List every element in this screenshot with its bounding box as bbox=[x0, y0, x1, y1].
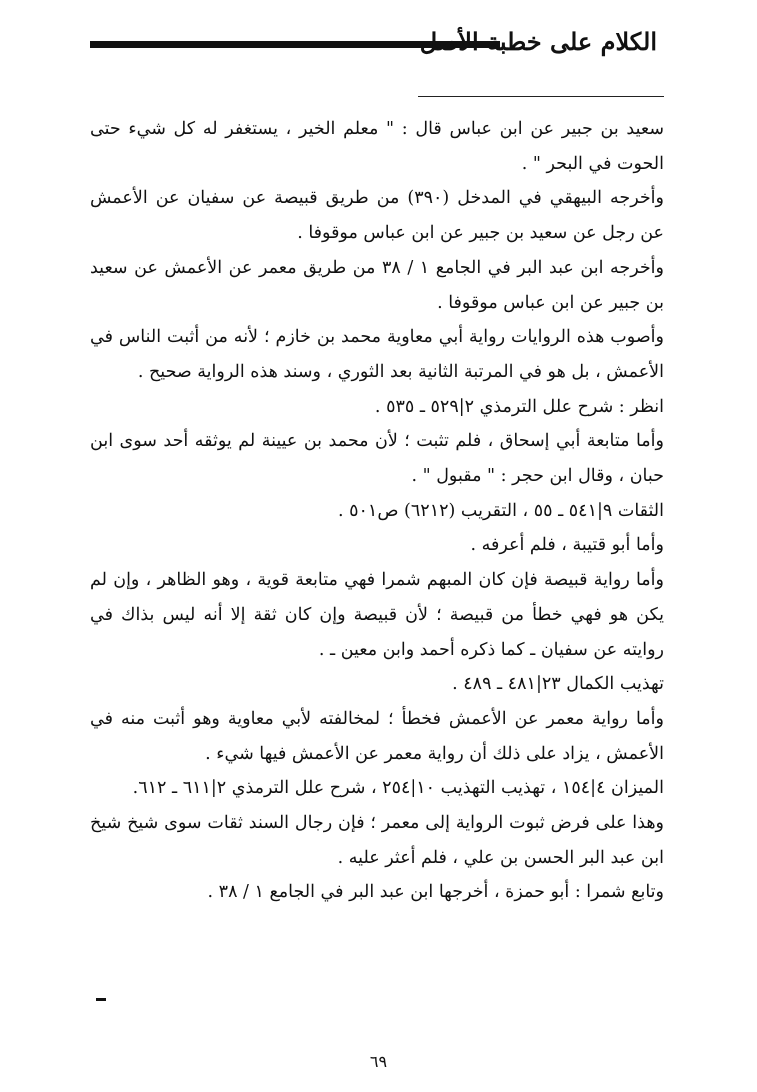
paragraph: الميزان ٤|١٥٤ ، تهذيب التهذيب ١٠|٢٥٤ ، شرح علل الترمذي ٢|٦١١ ـ ٦١٢. bbox=[132, 778, 664, 799]
paragraph: انظر : شرح علل الترمذي ٢|٥٢٩ ـ ٥٣٥ . bbox=[374, 396, 664, 417]
body-text bbox=[90, 112, 664, 910]
paragraph: وأصوب هذه الروايات رواية أبي معاوية محمد بن خازم ؛ لأنه من أثبت الناس في الأعمش ، بل هو في المرتبة الثانية بعد الثوري ، وسند هذه الرواية صحيح . bbox=[90, 327, 664, 382]
paragraph: وأخرجه البيهقي في المدخل (٣٩٠) من طريق قبيصة عن سفيان عن الأعمش عن رجل عن سعيد بن جبير عن ابن عباس موقوفا . bbox=[90, 188, 664, 244]
page-number: ٦٩ bbox=[369, 1052, 388, 1071]
paragraph: وتابع شمرا : أبو حمزة ، أخرجها ابن عبد البر في الجامع ١ / ٣٨ . bbox=[207, 882, 664, 903]
page-title: الكلام على خطبة الأصل bbox=[419, 27, 657, 56]
paragraph: وهذا على فرض ثبوت الرواية إلى معمر ؛ فإن رجال السند ثقات سوى شيخ شيخ ابن عبد البر الحسن بن علي ، فلم أعثر عليه . bbox=[90, 813, 664, 868]
dash-mark bbox=[96, 998, 106, 1001]
paragraph: وأما متابعة أبي إسحاق ، فلم تثبت ؛ لأن محمد بن عيينة لم يوثقه أحد سوى ابن حبان ، وقال ابن حجر : " مقبول " . bbox=[90, 431, 664, 487]
footnote-separator bbox=[418, 96, 664, 97]
paragraph: الثقات ٩|٥٤١ ـ ٥٥ ، التقريب (٦٢١٢) ص٥٠١ . bbox=[337, 500, 664, 521]
paragraph: تهذيب الكمال ٢٣|٤٨١ ـ ٤٨٩ . bbox=[452, 674, 664, 695]
paragraph: سعيد بن جبير عن ابن عباس قال : " معلم الخير ، يستغفر له كل شيء حتى الحوت في البحر " . bbox=[90, 119, 664, 174]
page-header bbox=[90, 22, 657, 62]
paragraph: وأما أبو قتيبة ، فلم أعرفه . bbox=[470, 535, 664, 556]
paragraph: وأخرجه ابن عبد البر في الجامع ١ / ٣٨ من طريق معمر عن الأعمش عن سعيد بن جبير عن ابن عباس موقوفا . bbox=[90, 257, 664, 313]
paragraph: وأما رواية معمر عن الأعمش فخطأ ؛ لمخالفته لأبي معاوية وهو أثبت منه في الأعمش ، يزاد على ذلك أن رواية معمر عن الأعمش فيها شيء . bbox=[90, 708, 664, 764]
paragraph: وأما رواية قبيصة فإن كان المبهم شمرا فهي متابعة قوية ، وهو الظاهر ، وإن لم يكن هو فهي خطأ من قبيصة ؛ لأن قبيصة وإن كان ثقة إلا أنه ليس بذاك في روايته عن سفيان ـ كما ذكره أحمد وابن معين ـ . bbox=[90, 570, 664, 660]
